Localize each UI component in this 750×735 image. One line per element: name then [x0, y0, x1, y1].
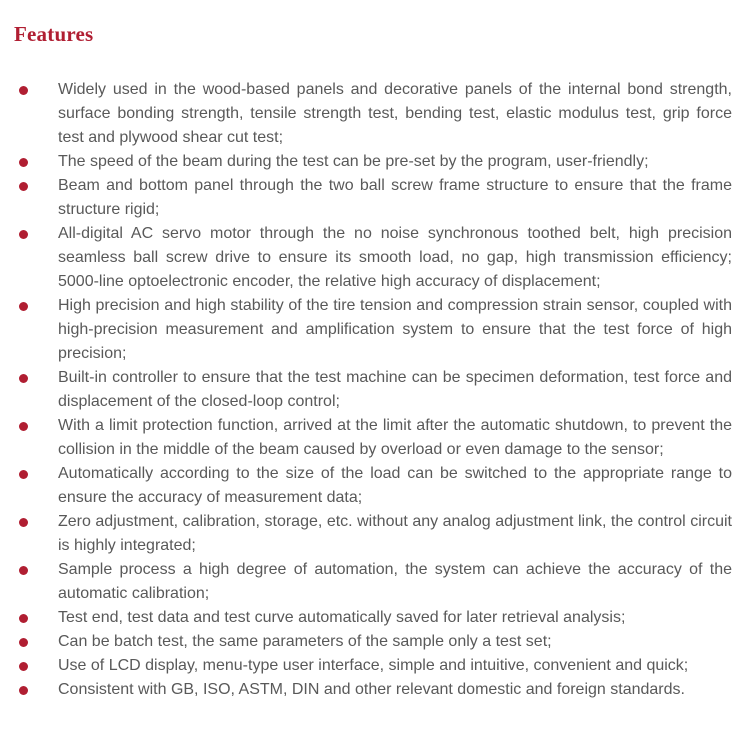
list-item-text: Beam and bottom panel through the two ball screw frame structure to ensure that the frame structure rigid; — [58, 177, 732, 218]
list-item — [0, 78, 750, 150]
bullet-circle-icon — [19, 470, 28, 479]
bullet-circle-icon — [19, 158, 28, 167]
bullet-circle-icon — [19, 374, 28, 383]
list-item-text: Zero adjustment, calibration, storage, etc. without any analog adjustment link, the control circuit is highly integrated; — [58, 513, 732, 554]
list-item — [0, 150, 750, 174]
bullet-circle-icon — [19, 518, 28, 527]
bullet-circle-icon — [19, 302, 28, 311]
list-item-text: Built-in controller to ensure that the test machine can be specimen deformation, test force and displacement of the closed-loop control; — [58, 369, 732, 410]
list-item — [0, 654, 750, 678]
list-item-text: Test end, test data and test curve automatically saved for later retrieval analysis; — [58, 609, 626, 626]
list-item — [0, 174, 750, 222]
list-item — [0, 678, 750, 702]
list-item-text: Can be batch test, the same parameters of the sample only a test set; — [58, 633, 552, 650]
bullet-circle-icon — [19, 86, 28, 95]
list-item-text: The speed of the beam during the test can be pre-set by the program, user-friendly; — [58, 153, 649, 170]
bullet-circle-icon — [19, 638, 28, 647]
list-item-text: High precision and high stability of the tire tension and compression strain sensor, coupled with high-precision measurement and amplification system to ensure that the test force of high precision; — [58, 297, 732, 362]
list-item-text: Automatically according to the size of the load can be switched to the appropriate range to ensure the accuracy of measurement data; — [58, 465, 732, 506]
list-item-text: Consistent with GB, ISO, ASTM, DIN and other relevant domestic and foreign standards. — [58, 681, 685, 698]
bullet-circle-icon — [19, 422, 28, 431]
bullet-circle-icon — [19, 230, 28, 239]
page-title: Features — [14, 22, 94, 46]
bullet-circle-icon — [19, 662, 28, 671]
list-item — [0, 606, 750, 630]
bullet-circle-icon — [19, 686, 28, 695]
list-item-text: Widely used in the wood-based panels and decorative panels of the internal bond strength, surface bonding strength, tensile strength test, bending test, elastic modulus test, grip force test and plywood shear cut test; — [58, 81, 732, 146]
bullet-circle-icon — [19, 182, 28, 191]
list-item — [0, 222, 750, 294]
list-item-text: Use of LCD display, menu-type user interface, simple and intuitive, convenient and quick; — [58, 657, 689, 674]
list-item — [0, 630, 750, 654]
bullet-circle-icon — [19, 614, 28, 623]
list-item-text: All-digital AC servo motor through the no noise synchronous toothed belt, high precision seamless ball screw drive to ensure its smooth load, no gap, high transmission efficiency; 5000-line optoelectronic encoder, the relative high accuracy of displacement; — [58, 225, 732, 290]
list-item — [0, 558, 750, 606]
list-item — [0, 366, 750, 414]
features-list — [0, 78, 750, 702]
list-item — [0, 414, 750, 462]
bullet-circle-icon — [19, 566, 28, 575]
list-item-text: Sample process a high degree of automation, the system can achieve the accuracy of the automatic calibration; — [58, 561, 732, 602]
list-item — [0, 294, 750, 366]
list-item-text: With a limit protection function, arrived at the limit after the automatic shutdown, to prevent the collision in the middle of the beam caused by overload or even damage to the sensor; — [58, 417, 732, 458]
list-item — [0, 510, 750, 558]
list-item — [0, 462, 750, 510]
